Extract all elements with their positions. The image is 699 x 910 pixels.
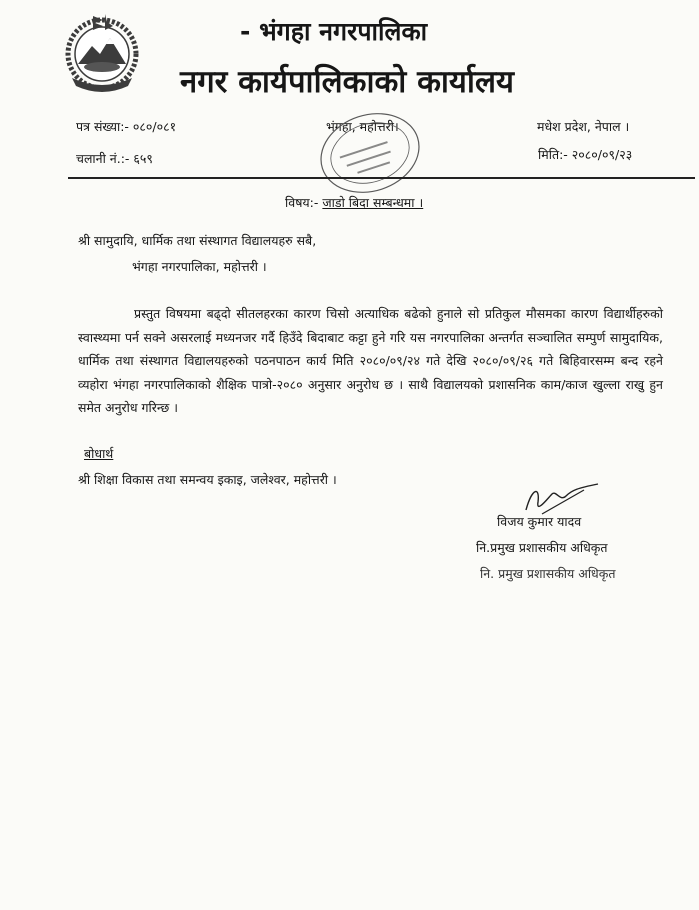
- letter-body: [78, 302, 663, 420]
- dispatch-number: चलानी नं.:- ६५९: [76, 151, 153, 166]
- office-seal-stamp: [312, 105, 424, 195]
- signatory-stamp: नि. प्रमुख प्रशासकीय अधिकृत: [480, 566, 616, 581]
- subject-line: [285, 194, 423, 211]
- subject-text: जाडो बिदा सम्बन्धमा ।: [322, 195, 424, 210]
- addressee-line-2: भंगहा नगरपालिका, महोत्तरी ।: [132, 259, 267, 274]
- letter-date: मिति:- २०८०/०९/२३: [538, 147, 633, 162]
- subject-label: विषय:-: [285, 195, 319, 210]
- office-address: भंगहा, महोत्तरी।: [326, 119, 399, 134]
- body-paragraph: प्रस्तुत विषयमा बढ्दो सीतलहरका कारण चिसो अत्याधिक बढेको हुनाले सो प्रतिकुल मौसमका कारण विद्यार्थीहरुको स्वास्थ्यमा पर्न सक्ने असरलाई मध्यनजर गर्दै हिउँदे बिदाबाट कट्टा हुने गरि यस नगरपालिका अन्तर्गत सञ्चालित सम्पुर्ण सामुदायिक, धार्मिक तथा संस्थागत विद्यालयहरुको पठनपाठन कार्य मिति २०८०/०९/२४ गते देखि २०८०/०९/२६ गते बिहिवारसम्म बन्द रहने व्यहोरा भंगहा नगरपालिकाको शैक्षिक पात्रो-२०८० अनुसार अनुरोध छ । साथै विद्यालयको प्रशासनिक काम/काज खुल्ला राखु हुन समेत अनुरोध गरिन्छ ।: [78, 306, 663, 415]
- cc-recipient: श्री शिक्षा विकास तथा समन्वय इकाइ, जलेश्वर, महोत्तरी ।: [78, 472, 337, 487]
- province-label: मधेश प्रदेश, नेपाल ।: [537, 119, 630, 134]
- municipality-name: - भंगहा नगरपालिका: [240, 17, 428, 46]
- signatory-title: नि.प्रमुख प्रशासकीय अधिकृत: [476, 540, 608, 555]
- reference-number: पत्र संख्या:- ०८०/०८१: [76, 119, 177, 134]
- nepal-emblem-icon: [62, 12, 142, 92]
- cc-label: बोधार्थ: [84, 446, 114, 461]
- signatory-name: विजय कुमार यादव: [497, 514, 582, 529]
- addressee-line-1: श्री सामुदायि, धार्मिक तथा संस्थागत विद्यालयहरु सबै,: [78, 233, 317, 248]
- header-divider: [68, 177, 695, 179]
- office-name: नगर कार्यपालिकाको कार्यालय: [180, 64, 514, 100]
